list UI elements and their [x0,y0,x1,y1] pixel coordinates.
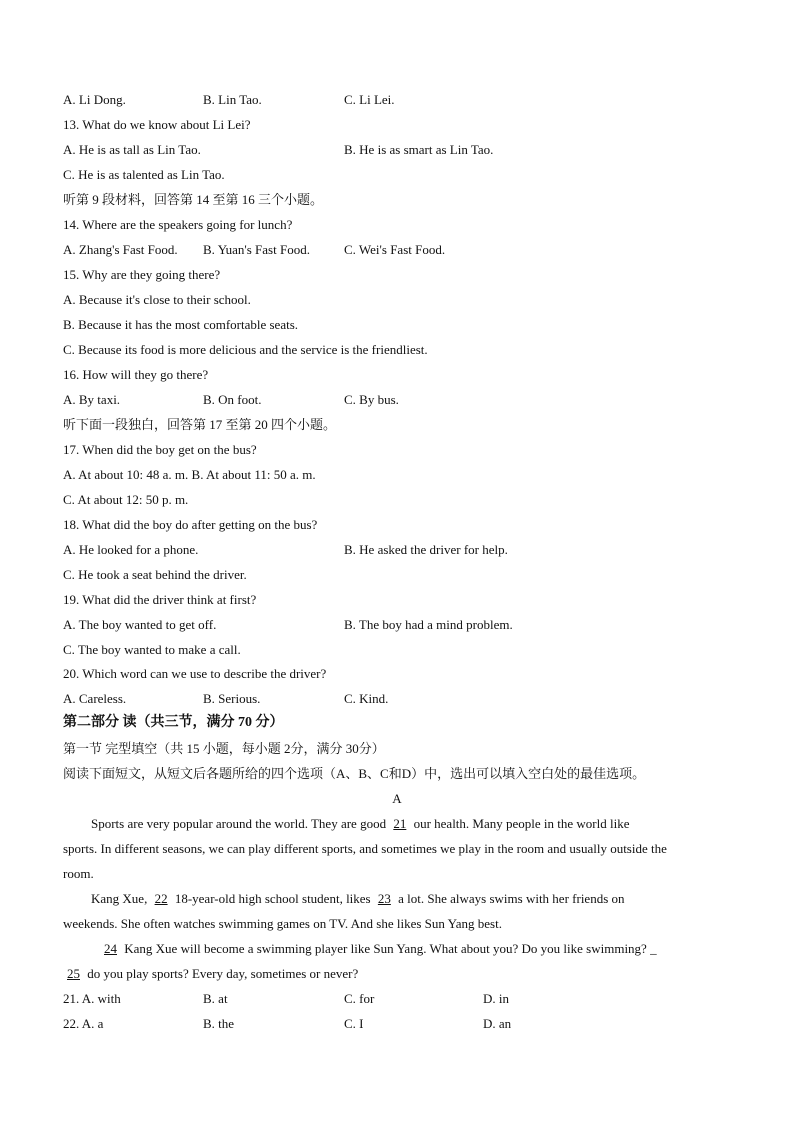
q17-option-c: C. At about 12: 50 p. m. [63,492,189,507]
q12-option-c: C. Li Lei. [344,92,395,107]
q22-option-c: C. I [344,1016,364,1031]
q12-option-b: B. Lin Tao. [203,92,262,107]
q18-question: 18. What did the boy do after getting on the bus? [63,517,318,532]
passage-p1-line2: sports. In different seasons, we can play different sports, and sometimes we play in the room and usually outside the [63,841,667,856]
passage-text: 18-year-old high school student, likes [174,891,371,906]
q18-option-c: C. He took a seat behind the driver. [63,567,247,582]
passage-p2-line1 [91,891,625,907]
blank-24: 24 [104,941,117,956]
q14-option-b: B. Yuan's Fast Food. [203,242,310,257]
part2-heading: 第二部分 读（共三节，满分 70 分） [63,715,284,730]
q19-question: 19. What did the driver think at first? [63,592,257,607]
q22-option-b: B. the [203,1016,235,1031]
q22-option-a: 22. A. a [63,1016,104,1031]
passage-text: Kang Xue, [91,891,148,906]
q16-option-a: A. By taxi. [63,392,121,407]
passage-text: a lot. She always swims with her friends on [398,891,625,906]
q16-option-c: C. By bus. [344,392,399,407]
q20-option-b: B. Serious. [203,691,261,706]
blank-21: 21 [393,816,407,831]
q14-option-a: A. Zhang's Fast Food. [63,242,178,257]
passage-text: Kang Xue will become a swimming player like Sun Yang. What about you? Do you like swimming? [124,941,647,956]
q12-option-a: A. Li Dong. [63,92,126,107]
q17-option-ab: A. At about 10: 48 a. m. B. At about 11: 50 a. m. [63,467,316,482]
passage-label: A [392,791,402,806]
blank-22: 22 [154,891,168,906]
q19-option-b: B. The boy had a mind problem. [344,617,513,632]
section1-heading: 第一节 完型填空（共 15 小题，每小题 2分，满分 30分） [63,741,385,756]
q13-option-b: B. He is as smart as Lin Tao. [344,142,494,157]
q21-option-b: B. at [203,991,228,1006]
q16-question: 16. How will they go there? [63,367,209,382]
passage-p1-line3: room. [63,866,94,881]
q14-option-c: C. Wei's Fast Food. [344,242,446,257]
passage-text: _ [650,941,657,956]
section1-instruction: 阅读下面短文，从短文后各题所给的四个选项（A、B、C和D）中，选出可以填入空白处的最佳选项。 [63,766,646,781]
q21-option-d: D. in [483,991,509,1006]
passage-text: our health. Many people in the world like [413,816,630,831]
q15-option-c: C. Because its food is more delicious and the service is the friendliest. [63,342,428,357]
passage-text: Sports are very popular around the world. They are good [91,816,387,831]
q13-option-a: A. He is as tall as Lin Tao. [63,142,201,157]
q18-option-b: B. He asked the driver for help. [344,542,508,557]
q17-question: 17. When did the boy get on the bus? [63,442,257,457]
q13-option-c: C. He is as talented as Lin Tao. [63,167,225,182]
passage-p3-line1 [100,941,657,957]
q21-option-a: 21. A. with [63,991,121,1006]
instruction-monologue: 听下面一段独白，回答第 17 至第 20 四个小题。 [63,417,337,432]
q20-option-c: C. Kind. [344,691,389,706]
q18-option-a: A. He looked for a phone. [63,542,199,557]
blank-25: 25 [67,966,80,981]
passage-text: do you play sports? Every day, sometimes or never? [87,966,359,981]
passage-p1-line1 [91,816,629,832]
q15-option-b: B. Because it has the most comfortable seats. [63,317,299,332]
q20-question: 20. Which word can we use to describe the driver? [63,666,327,681]
q22-option-d: D. an [483,1016,512,1031]
passage-p2-line2: weekends. She often watches swimming games on TV. And she likes Sun Yang best. [63,916,502,931]
q13-question: 13. What do we know about Li Lei? [63,117,251,132]
q16-option-b: B. On foot. [203,392,262,407]
q19-option-c: C. The boy wanted to make a call. [63,642,241,657]
q21-option-c: C. for [344,991,375,1006]
instruction-part9: 听第 9 段材料，回答第 14 至第 16 三个小题。 [63,192,324,207]
blank-23: 23 [377,891,391,906]
q15-question: 15. Why are they going there? [63,267,221,282]
q19-option-a: A. The boy wanted to get off. [63,617,217,632]
passage-p3-line2 [63,966,358,982]
q20-option-a: A. Careless. [63,691,127,706]
q15-option-a: A. Because it's close to their school. [63,292,251,307]
q14-question: 14. Where are the speakers going for lunch? [63,217,293,232]
